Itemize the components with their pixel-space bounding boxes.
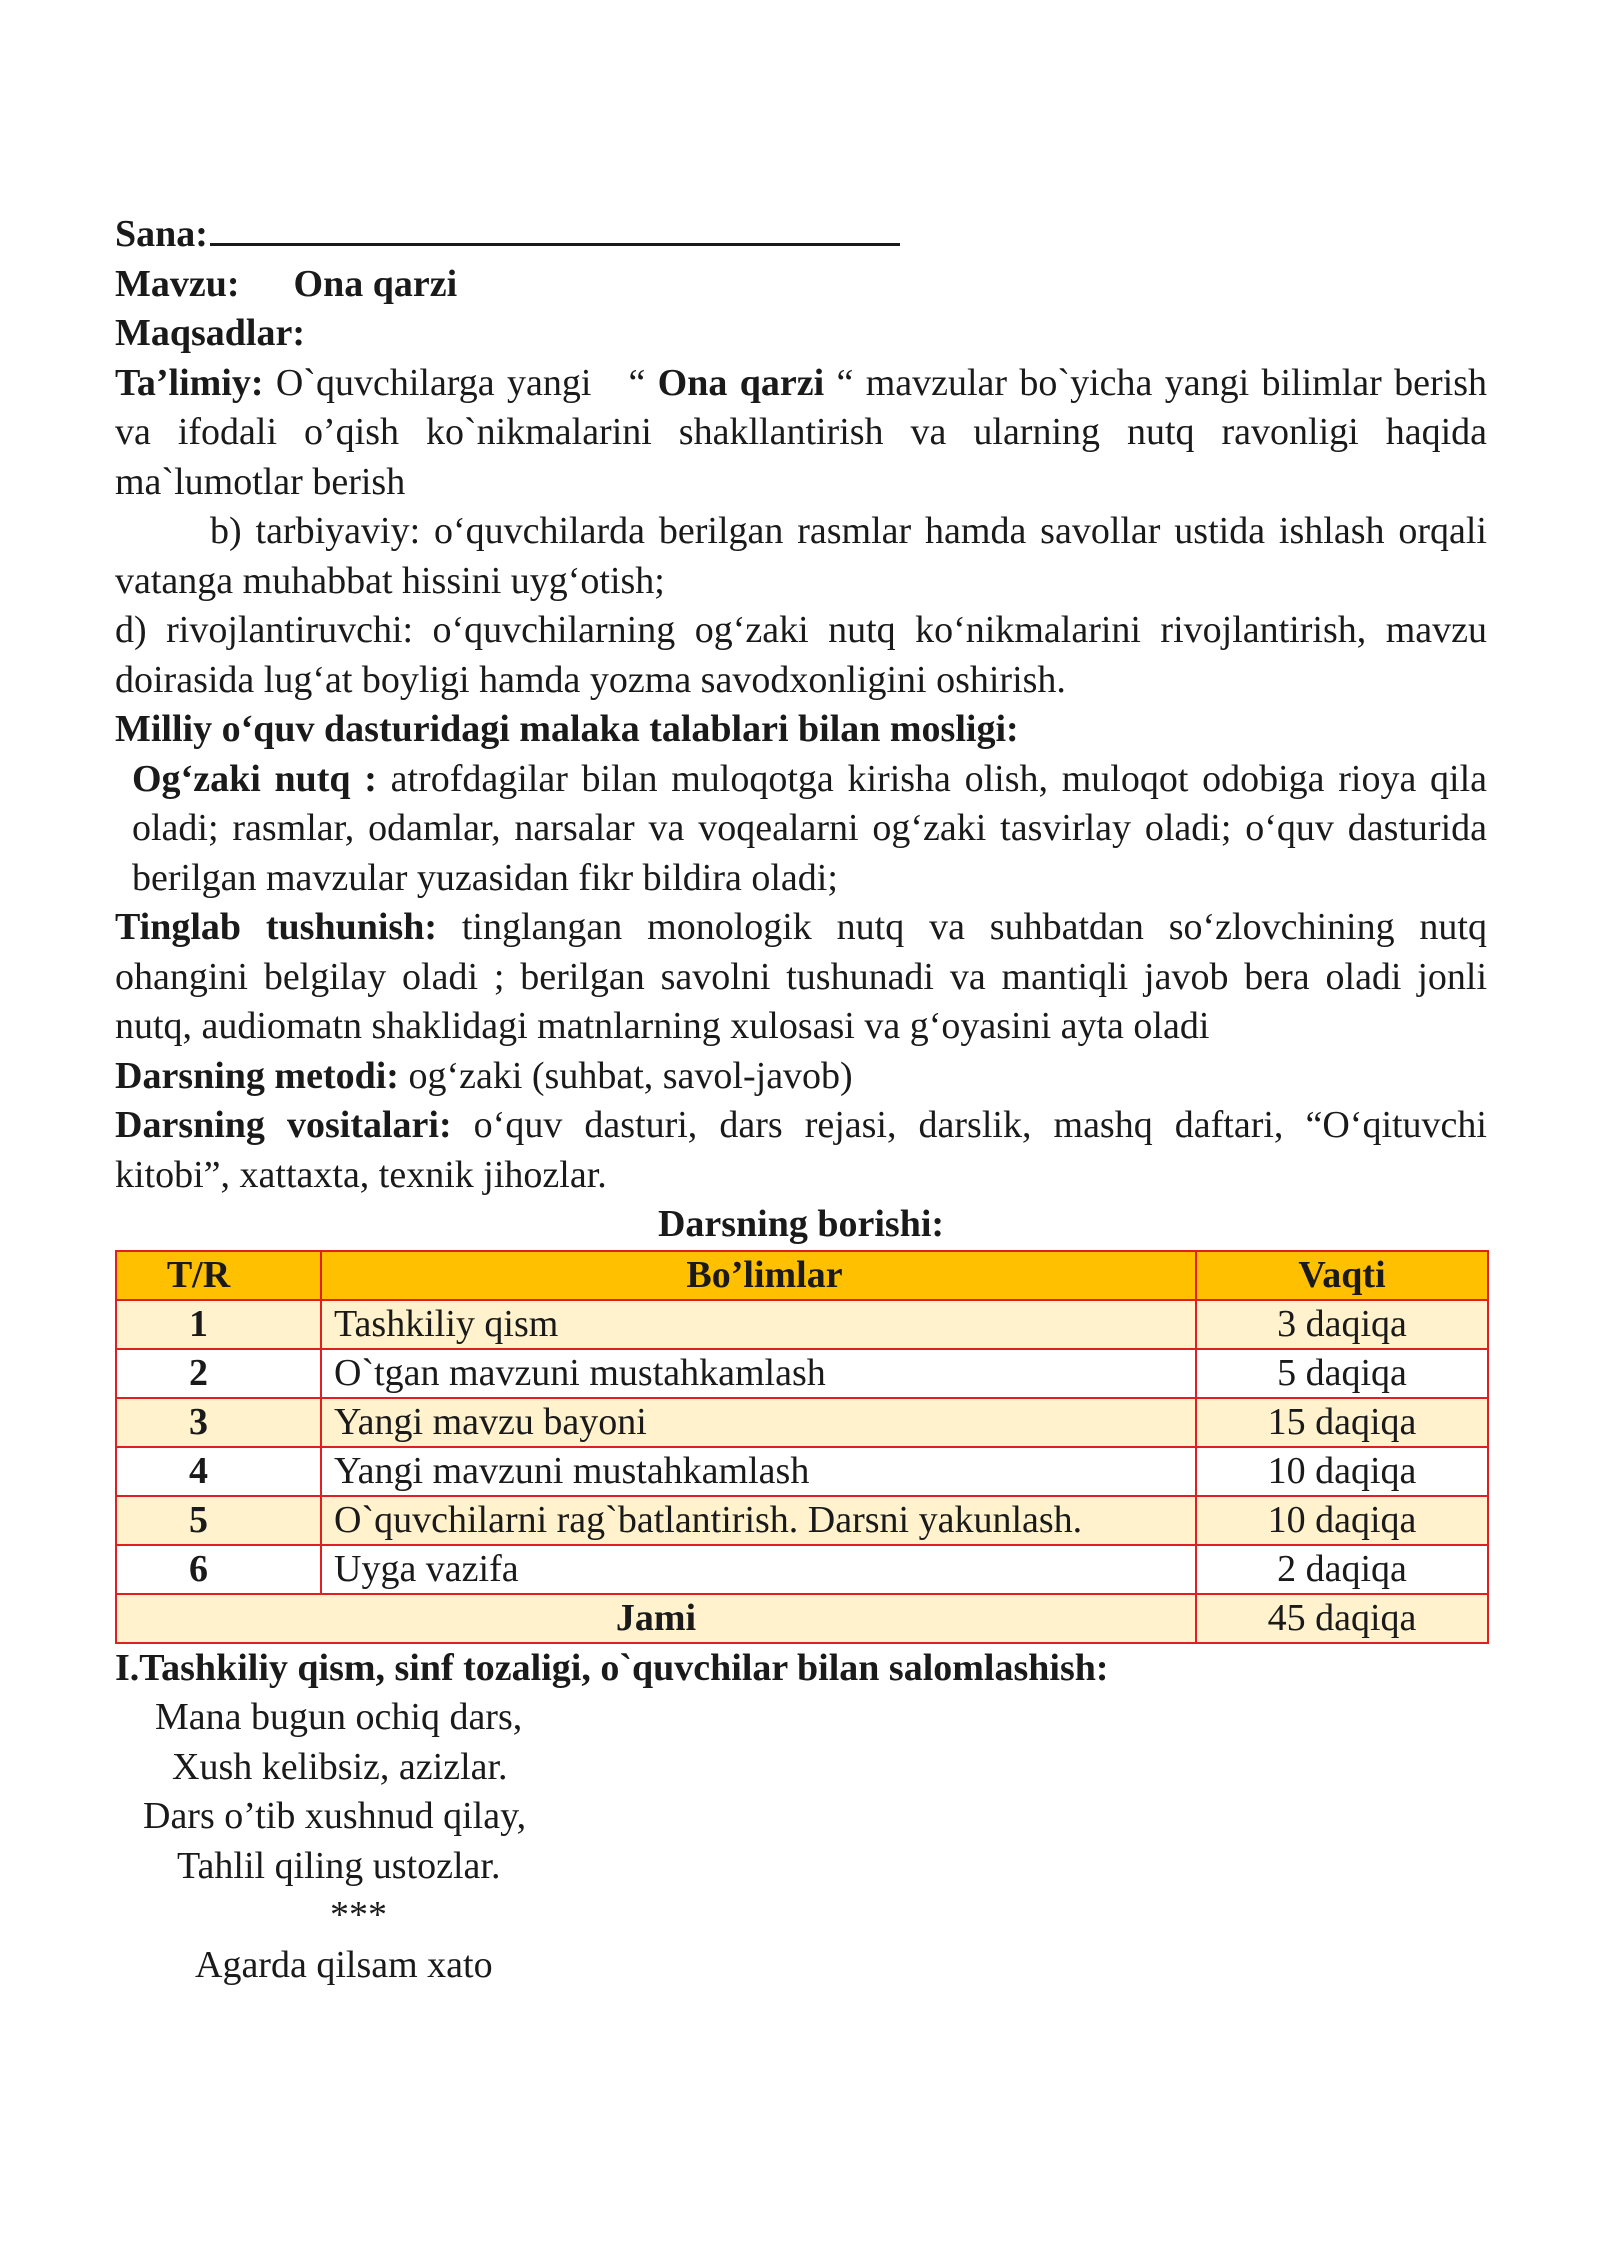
table-row [116, 1349, 1488, 1398]
table-total-row [116, 1594, 1488, 1643]
standard-tinglab [115, 903, 1487, 1052]
table-row [116, 1545, 1488, 1594]
poem-line: Agarda qilsam xato [195, 1943, 493, 1986]
date-line [115, 205, 1487, 260]
poem-line: Dars o’tib xushnud qilay, [143, 1795, 527, 1837]
goal-talimiy-text-2: “ mavzular bo`yicha yangi bilimlar berish va ifodali o’qish ko`nikmalarini shakllantirish va ularning nutq ravonligi haqida ma`lumotlar berish [115, 361, 1488, 503]
topic-value: Ona qarzi [293, 262, 458, 305]
table-row [116, 1447, 1488, 1496]
goal-tarbiyaviy: b) tarbiyaviy: o‘quvchilarda berilgan rasmlar hamda savollar ustida ishlash orqali vatanga muhabbat hissini uyg‘otish; [115, 510, 1487, 602]
section-1-heading-text: I.Tashkiliy qism, sinf tozaligi, o`quvchilar bilan salomlashish: [115, 1646, 1109, 1689]
row-number: 5 [116, 1496, 321, 1545]
standard-ogzaki-label: Og‘zaki nutq : [132, 757, 377, 800]
method-label: Darsning metodi: [115, 1054, 399, 1097]
row-time: 15 daqiqa [1196, 1398, 1488, 1447]
goal-talimiy-label: Ta’limiy: [115, 361, 264, 404]
table-title-text: Darsning borishi: [657, 1203, 945, 1245]
table-row [116, 1496, 1488, 1545]
total-time: 45 daqiqa [1196, 1594, 1488, 1643]
total-label: Jami [116, 1594, 1196, 1643]
header-tr: T/R [116, 1251, 321, 1300]
topic-line [115, 260, 1487, 310]
row-time: 10 daqiqa [1196, 1447, 1488, 1496]
goals-heading-text: Maqsadlar: [115, 312, 305, 354]
goal-talimiy [115, 359, 1487, 508]
greeting-poem [115, 1693, 1487, 1990]
method-text: og‘zaki (suhbat, savol-javob) [398, 1054, 853, 1097]
goal-talimiy-text-1: O`quvchilarga yangi “ [275, 361, 658, 404]
row-section: Tashkiliy qism [321, 1300, 1196, 1349]
standard-tinglab-label: Tinglab tushunish: [115, 906, 438, 948]
row-section: O`quvchilarni rag`batlantirish. Darsni yakunlash. [321, 1496, 1196, 1545]
lesson-schedule-table [115, 1250, 1489, 1644]
row-section: Yangi mavzuni mustahkamlash [321, 1447, 1196, 1496]
method-line [115, 1052, 1487, 1102]
table-title [115, 1200, 1487, 1250]
row-section: O`tgan mavzuni mustahkamlash [321, 1349, 1196, 1398]
poem-line: Mana bugun ochiq dars, [155, 1696, 523, 1738]
standards-heading-text: Milliy o‘quv dasturidagi malaka talablari bilan mosligi: [115, 708, 1019, 750]
table-row [116, 1398, 1488, 1447]
poem-line: Tahlil qiling ustozlar. [177, 1844, 501, 1887]
standard-ogzaki-text: atrofdagilar bilan muloqotga kirisha olish, muloqot odobiga rioya qila oladi; rasmlar, odamlar, narsalar va voqealarni og‘zaki tasvirlay oladi; o‘quv dasturida berilgan mavzular yuzasidan fikr bildira oladi; [132, 757, 1487, 899]
standard-tinglab-text: tinglangan monologik nutq va suhbatdan so‘zlovchining nutq ohangini belgilay oladi ; berilgan savolni tushunadi va mantiqli javob bera oladi jonli nutq, audiomatn shaklidagi matnlarning xulosasi va g‘oyasini ayta oladi [115, 906, 1487, 1047]
lesson-plan-page [115, 205, 1487, 1990]
row-time: 10 daqiqa [1196, 1496, 1488, 1545]
goal-rivojlantiruvchi: d) rivojlantiruvchi: o‘quvchilarning og‘zaki nutq ko‘nikmalarini rivojlantirish, mavzu doirasida lug‘at boyligi hamda yozma savodxonligini oshirish. [115, 609, 1487, 701]
section-1-heading [115, 1644, 1487, 1694]
goals-heading [115, 309, 1487, 359]
standard-ogzaki [115, 755, 1487, 904]
date-blank-line [210, 205, 900, 246]
row-number: 6 [116, 1545, 321, 1594]
row-number: 1 [116, 1300, 321, 1349]
tools-text: o‘quv dasturi, dars rejasi, darslik, mashq daftari, “O‘qituvchi kitobi”, xattaxta, texnik jihozlar. [115, 1104, 1487, 1196]
header-sections: Bo’limlar [321, 1251, 1196, 1300]
row-number: 3 [116, 1398, 321, 1447]
poem-line: Xush kelibsiz, azizlar. [172, 1745, 508, 1788]
tools-line [115, 1101, 1487, 1200]
table-header-row [116, 1251, 1488, 1300]
poem-separator: *** [330, 1894, 387, 1936]
row-number: 2 [116, 1349, 321, 1398]
row-time: 3 daqiqa [1196, 1300, 1488, 1349]
table-row [116, 1300, 1488, 1349]
date-label: Sana: [115, 213, 208, 255]
header-time: Vaqti [1196, 1251, 1488, 1300]
row-time: 5 daqiqa [1196, 1349, 1488, 1398]
row-section: Yangi mavzu bayoni [321, 1398, 1196, 1447]
row-section: Uyga vazifa [321, 1545, 1196, 1594]
standards-heading [115, 705, 1487, 755]
topic-label: Mavzu: [115, 262, 240, 305]
tools-label: Darsning vositalari: [115, 1104, 452, 1146]
row-time: 2 daqiqa [1196, 1545, 1488, 1594]
goal-talimiy-topic: Ona qarzi [657, 361, 825, 404]
row-number: 4 [116, 1447, 321, 1496]
